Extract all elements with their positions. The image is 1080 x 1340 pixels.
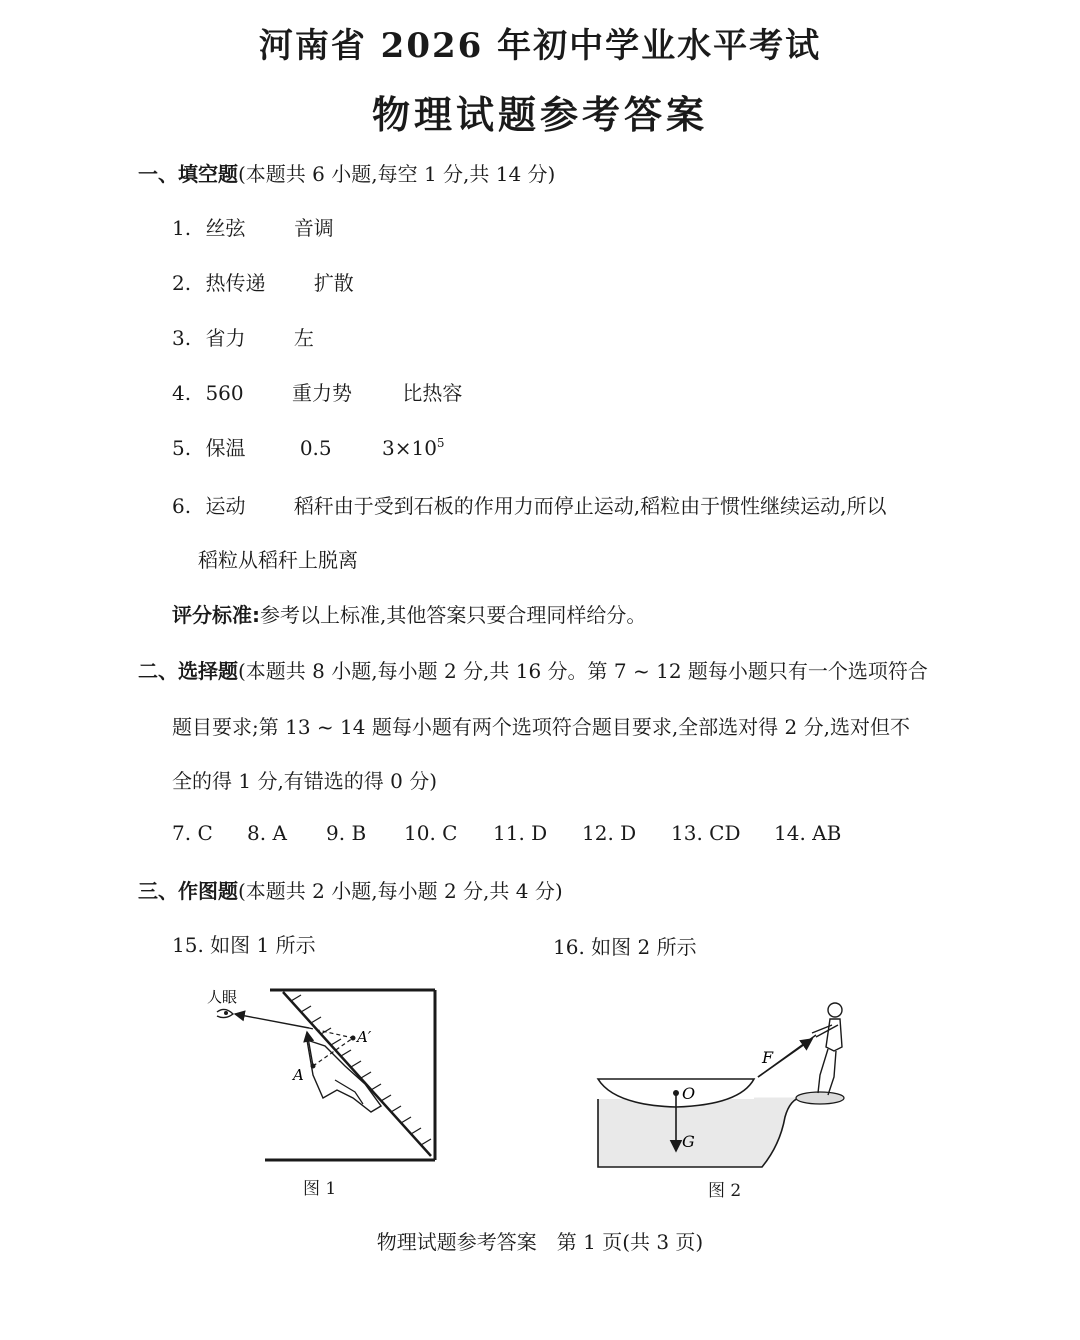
- section1-note: (本题共 6 小题,每空 1 分,共 14 分): [238, 162, 556, 186]
- answer-blank: 音调: [293, 216, 334, 240]
- choice-answer: 10. C: [404, 821, 458, 845]
- choice-answer: 14. AB: [774, 821, 842, 845]
- section2-note-line3: 全的得 1 分,有错选的得 0 分): [172, 769, 438, 793]
- scoring-text: 参考以上标准,其他答案只要合理同样给分。: [260, 603, 647, 627]
- answer-item-5: [172, 432, 445, 461]
- answer-blank: 热传递: [205, 271, 266, 295]
- answer-blank: [382, 436, 445, 460]
- section1-heading: 一、填空题: [138, 162, 238, 186]
- section3-heading-line: [138, 875, 563, 904]
- power-base: 3×10: [381, 436, 437, 460]
- person-figure: [812, 1003, 842, 1095]
- answer-item-3: [172, 322, 314, 351]
- image-point: [351, 1036, 356, 1041]
- answer-blank: 左: [293, 326, 314, 350]
- figure-1-mirror-diagram: [195, 980, 445, 1170]
- gravity-label: G: [682, 1132, 695, 1151]
- choice-answer: 12. D: [582, 821, 637, 845]
- answer-item-2: [172, 267, 354, 296]
- item-number: 1.: [172, 216, 192, 240]
- choice-answer: 11. D: [493, 821, 548, 845]
- item-number: 2.: [172, 271, 192, 295]
- answer-blank: 省力: [205, 326, 246, 350]
- figure-2-caption: 图 2: [708, 1181, 742, 1201]
- answer-blank: 560: [205, 381, 244, 405]
- choice-answer: 13. CD: [671, 821, 741, 845]
- section3-note: (本题共 2 小题,每小题 2 分,共 4 分): [238, 879, 563, 903]
- section2-note: (本题共 8 小题,每小题 2 分,共 16 分。第 7 ~ 12 题每小题只有一个选项符合: [238, 659, 928, 683]
- choice-answer: 7. C: [172, 821, 213, 845]
- plane-mirror: [283, 992, 431, 1156]
- board: [796, 1092, 844, 1104]
- choice-answer: 9. B: [326, 821, 367, 845]
- answer-key-title: 物理试题参考答案: [371, 92, 708, 137]
- question-16-label: 16. 如图 2 所示: [553, 935, 697, 959]
- power-exponent: 5: [436, 436, 445, 450]
- section2-note-line2: 题目要求;第 13 ~ 14 题每小题有两个选项符合题目要求,全部选对得 2 分,选对但不: [172, 715, 910, 739]
- scoring-standard: [172, 599, 646, 628]
- reflected-ray: [235, 1014, 309, 1028]
- answer-blank: 运动: [205, 494, 246, 518]
- section1-heading-line: [138, 158, 555, 187]
- answer-item-6: [172, 490, 887, 519]
- answer-item-4: [172, 377, 462, 406]
- section3-heading: 三、作图题: [138, 879, 238, 903]
- answer-blank: 重力势: [292, 381, 352, 405]
- answer-item-1: [172, 212, 334, 241]
- answer-blank: 0.5: [299, 436, 332, 460]
- section2-heading: 二、选择题: [138, 659, 238, 683]
- scoring-label: 评分标准:: [172, 603, 260, 627]
- virtual-image-label: A′: [357, 1028, 372, 1046]
- eye-label: 人眼: [207, 988, 238, 1006]
- answer-blank: 扩散: [313, 271, 354, 295]
- item-number: 6.: [172, 494, 192, 518]
- eye-icon: [217, 1009, 233, 1017]
- force-f-label: F: [762, 1048, 774, 1067]
- figure-1-caption: 图 1: [303, 1179, 337, 1199]
- center-label: O: [682, 1084, 696, 1103]
- answer-blank: 稻秆由于受到石板的作用力而停止运动,稻粒由于惯性继续运动,所以: [293, 494, 887, 518]
- object-outline: [307, 1040, 381, 1112]
- section2-heading-line: [138, 655, 928, 684]
- water-region: [598, 1097, 820, 1167]
- item-number: 4.: [172, 381, 192, 405]
- answer-blank: 丝弦: [205, 216, 246, 240]
- question-15-label: 15. 如图 1 所示: [172, 933, 316, 957]
- answer-blank: 比热容: [402, 381, 463, 405]
- figure-2-force-diagram: [590, 995, 870, 1175]
- object-label: A: [293, 1066, 304, 1084]
- answer-item-6-continued: 稻粒从稻秆上脱离: [198, 548, 358, 572]
- exam-title: 河南省 2026 年初中学业水平考试: [258, 26, 822, 66]
- answer-blank: 保温: [205, 436, 246, 460]
- item-number: 3.: [172, 326, 192, 350]
- choice-answer: 8. A: [247, 821, 287, 845]
- page-footer: 物理试题参考答案 第 1 页(共 3 页): [376, 1230, 704, 1254]
- item-number: 5.: [172, 436, 192, 460]
